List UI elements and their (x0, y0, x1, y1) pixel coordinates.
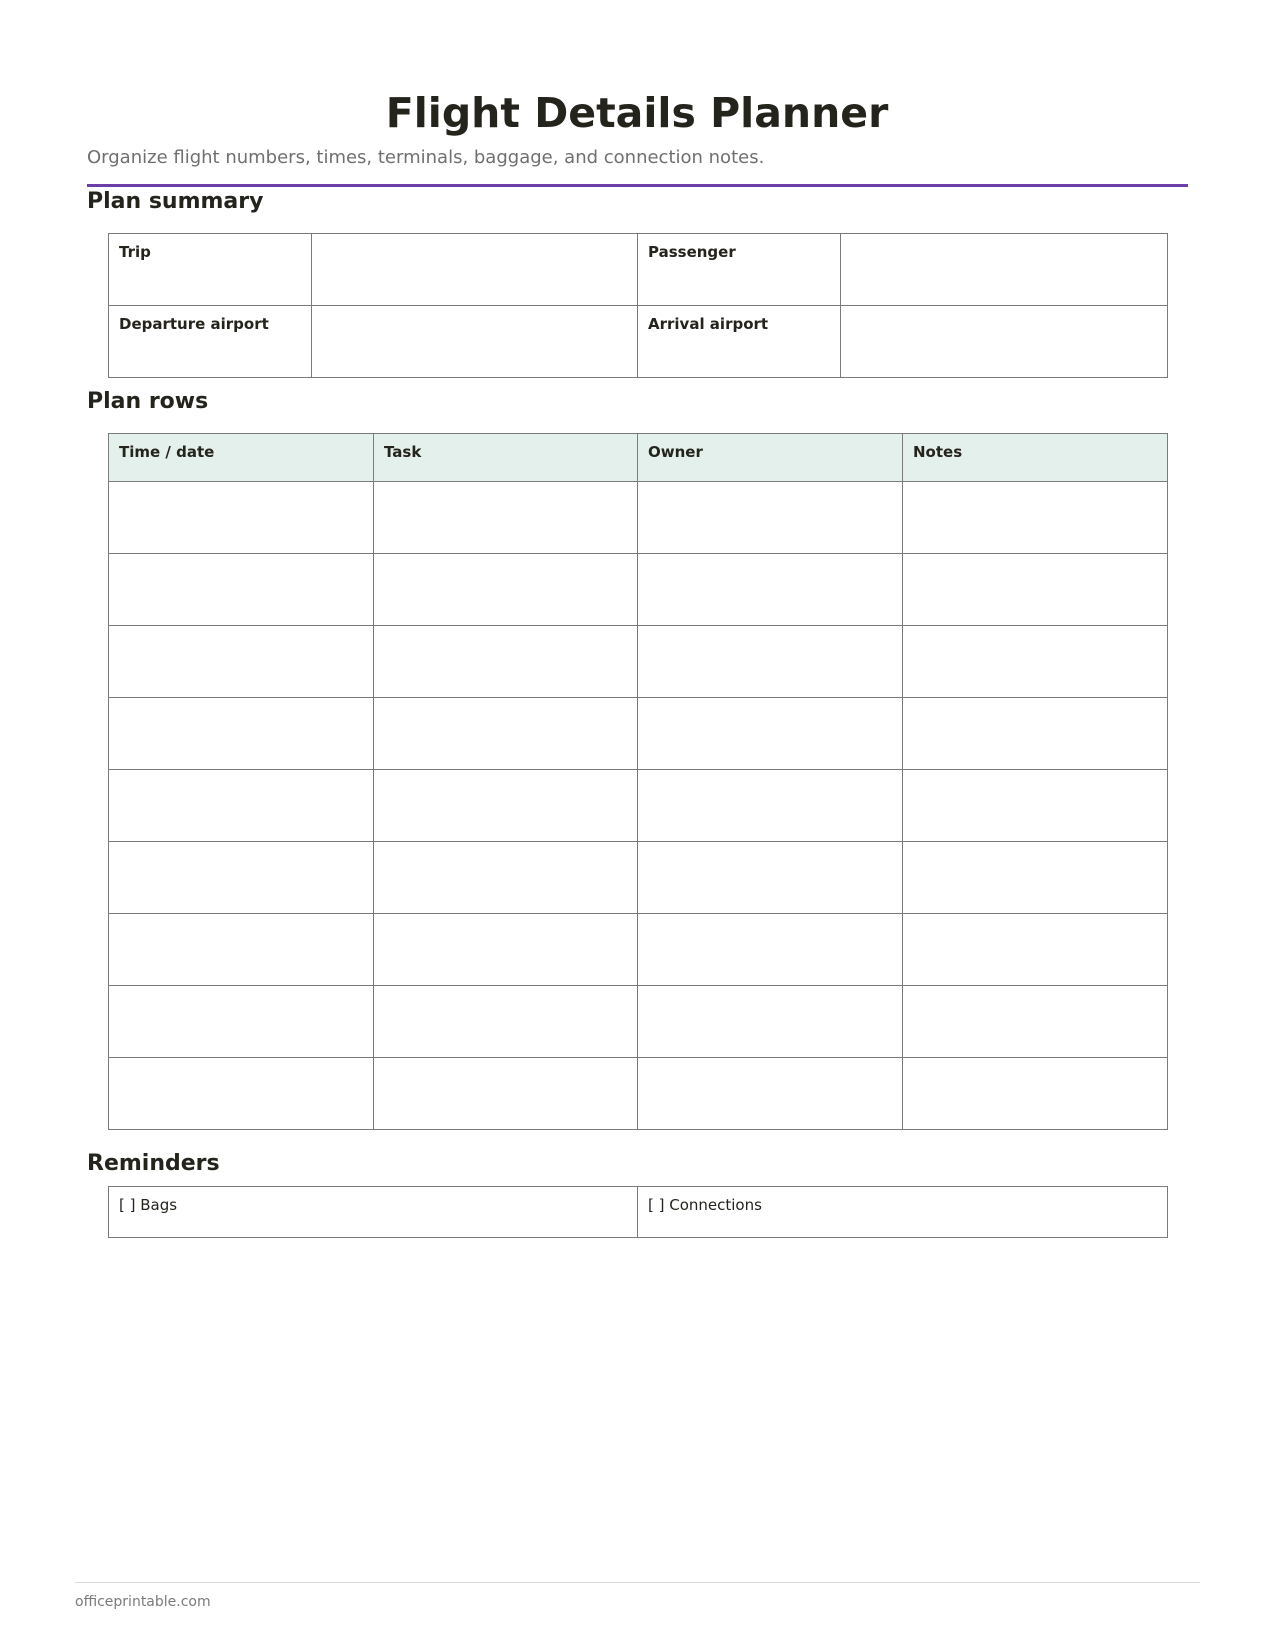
cell-owner[interactable] (638, 986, 903, 1058)
cell-owner[interactable] (638, 770, 903, 842)
summary-label-passenger: Passenger (638, 234, 841, 306)
column-header-owner: Owner (638, 434, 903, 482)
summary-label-departure-airport: Departure airport (109, 306, 312, 378)
cell-notes[interactable] (903, 986, 1168, 1058)
cell-notes[interactable] (903, 914, 1168, 986)
cell-time-date[interactable] (109, 986, 374, 1058)
plan-rows-table (108, 433, 1168, 1130)
cell-owner[interactable] (638, 842, 903, 914)
title-divider (87, 184, 1188, 187)
cell-notes[interactable] (903, 554, 1168, 626)
summary-value-arrival-airport[interactable] (841, 306, 1168, 378)
cell-task[interactable] (374, 482, 638, 554)
cell-owner[interactable] (638, 1058, 903, 1130)
reminders-table (108, 1186, 1168, 1238)
table-row (109, 986, 1168, 1058)
summary-value-passenger[interactable] (841, 234, 1168, 306)
cell-task[interactable] (374, 1058, 638, 1130)
cell-owner[interactable] (638, 626, 903, 698)
cell-time-date[interactable] (109, 554, 374, 626)
cell-task[interactable] (374, 914, 638, 986)
summary-label-arrival-airport: Arrival airport (638, 306, 841, 378)
cell-time-date[interactable] (109, 482, 374, 554)
cell-owner[interactable] (638, 914, 903, 986)
cell-notes[interactable] (903, 842, 1168, 914)
cell-time-date[interactable] (109, 626, 374, 698)
cell-notes[interactable] (903, 626, 1168, 698)
column-header-task: Task (374, 434, 638, 482)
summary-row (109, 234, 1168, 306)
cell-owner[interactable] (638, 554, 903, 626)
column-header-time-date: Time / date (109, 434, 374, 482)
table-row (109, 770, 1168, 842)
page-title: Flight Details Planner (385, 89, 889, 137)
cell-owner[interactable] (638, 698, 903, 770)
cell-notes[interactable] (903, 1058, 1168, 1130)
cell-time-date[interactable] (109, 1058, 374, 1130)
cell-notes[interactable] (903, 482, 1168, 554)
footer-divider (75, 1582, 1200, 1583)
cell-task[interactable] (374, 986, 638, 1058)
page-subtitle: Organize flight numbers, times, terminals, baggage, and connection notes. (87, 147, 765, 168)
plan-rows-heading: Plan rows (87, 389, 209, 414)
table-row (109, 626, 1168, 698)
table-row (109, 1058, 1168, 1130)
cell-task[interactable] (374, 698, 638, 770)
cell-time-date[interactable] (109, 842, 374, 914)
table-row (109, 698, 1168, 770)
cell-task[interactable] (374, 554, 638, 626)
summary-row (109, 306, 1168, 378)
cell-task[interactable] (374, 842, 638, 914)
table-row (109, 842, 1168, 914)
reminders-row (109, 1187, 1168, 1238)
table-row (109, 554, 1168, 626)
reminder-connections[interactable]: [ ] Connections (638, 1187, 1168, 1238)
plan-rows-body (109, 482, 1168, 1130)
summary-value-departure-airport[interactable] (312, 306, 638, 378)
cell-notes[interactable] (903, 698, 1168, 770)
reminders-heading: Reminders (87, 1151, 220, 1176)
plan-rows-header (109, 434, 1168, 482)
cell-time-date[interactable] (109, 770, 374, 842)
cell-time-date[interactable] (109, 698, 374, 770)
cell-task[interactable] (374, 770, 638, 842)
cell-time-date[interactable] (109, 914, 374, 986)
column-header-notes: Notes (903, 434, 1168, 482)
reminder-bags[interactable]: [ ] Bags (109, 1187, 638, 1238)
summary-value-trip[interactable] (312, 234, 638, 306)
cell-task[interactable] (374, 626, 638, 698)
plan-summary-heading: Plan summary (87, 189, 264, 214)
plan-summary-table (108, 233, 1168, 378)
summary-label-trip: Trip (109, 234, 312, 306)
cell-owner[interactable] (638, 482, 903, 554)
table-row (109, 482, 1168, 554)
table-row (109, 914, 1168, 986)
cell-notes[interactable] (903, 770, 1168, 842)
footer-site: officeprintable.com (75, 1594, 211, 1610)
